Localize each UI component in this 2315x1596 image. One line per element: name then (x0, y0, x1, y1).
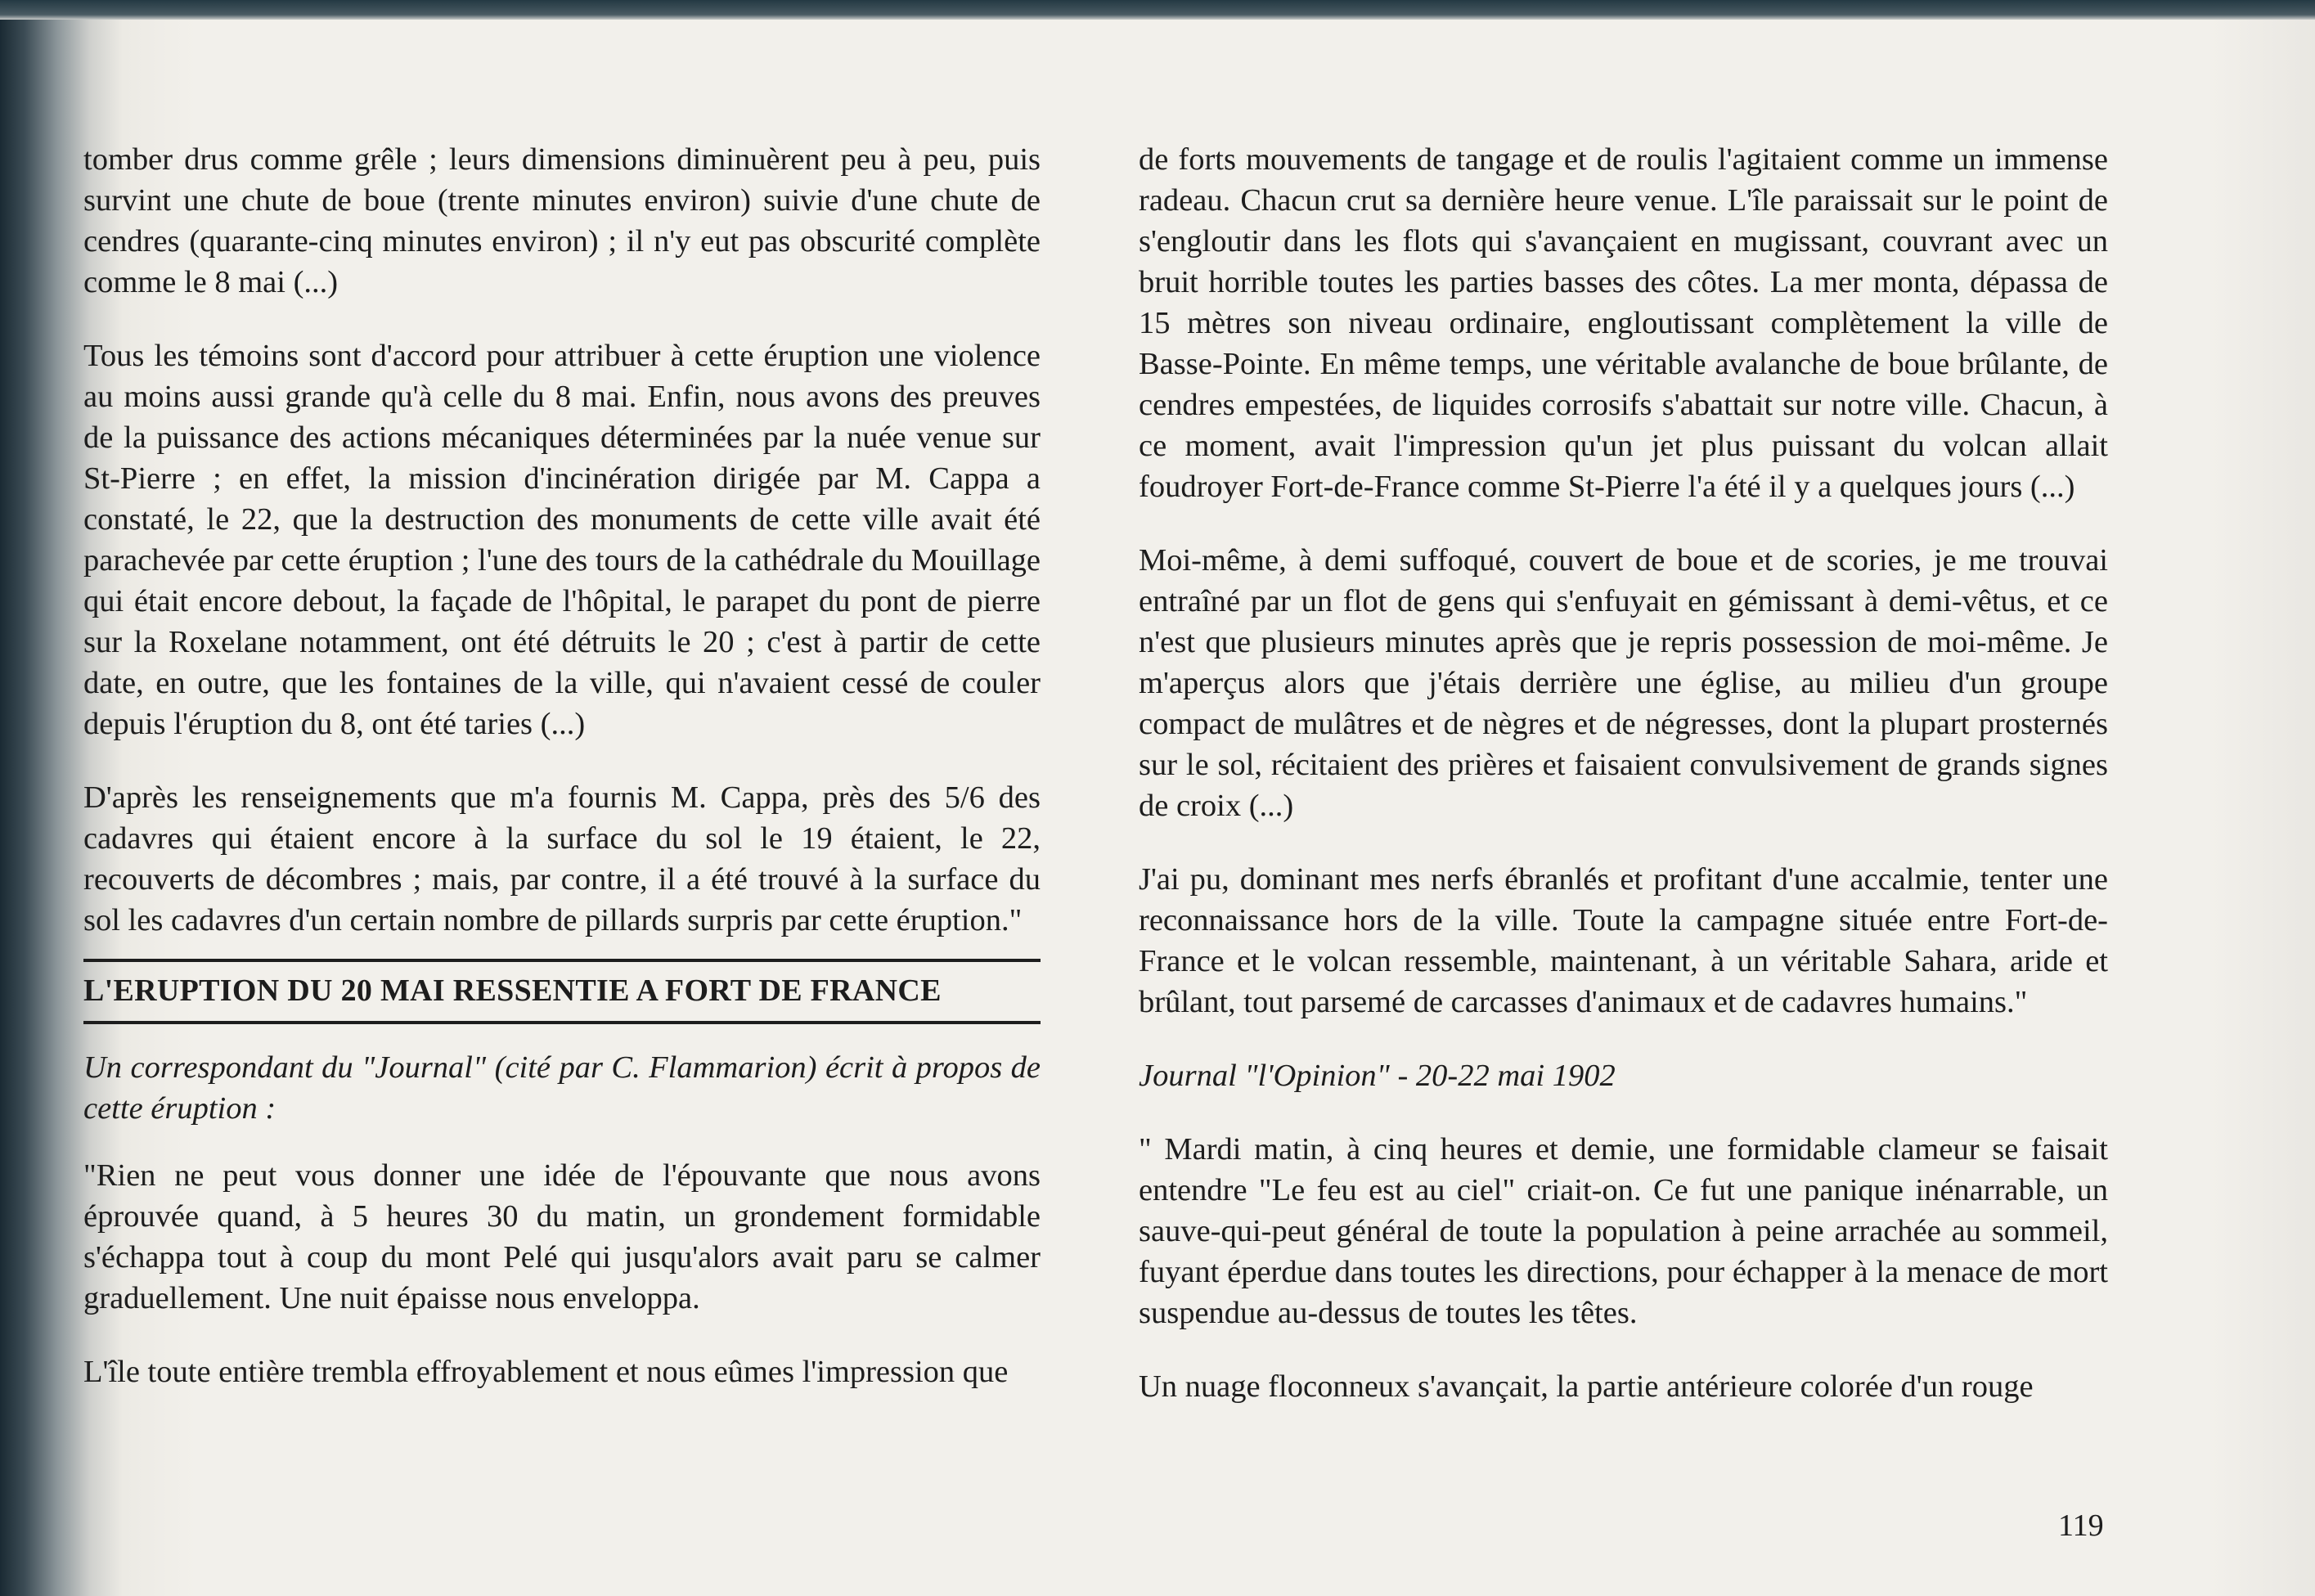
left-paragraph-4: "Rien ne peut vous donner une idée de l'épouvante que nous avons éprouvée quand, à 5 heures 30 du matin, un grondement formidable s'échappa tout à coup du mont Pelé qui jusqu'alors avait paru se calmer graduellement. Une nuit épaisse nous enveloppa. (83, 1158, 1041, 1315)
right-paragraph-5: Un nuage floconneux s'avançait, la partie antérieure colorée d'un rouge (1139, 1369, 2034, 1404)
page-number: 119 (2058, 1508, 2104, 1543)
section-heading: L'ERUPTION DU 20 MAI RESSENTIE A FORT DE FRANCE (83, 973, 942, 1008)
left-column (83, 139, 1041, 1425)
right-paragraph-1: de forts mouvements de tangage et de roulis l'agitaient comme un immense radeau. Chacun crut sa dernière heure venue. L'île paraissait sur le point de s'engloutir dans les flots qui s'avançaient en mugissant, couvrant avec un bruit horrible toutes les parties basses des côtes. La mer monta, dépassa de 15 mètres son niveau ordinaire, engloutissant complètement la ville de Basse-Pointe. En même temps, une véritable avalanche de boue brûlante, de cendres empestées, de liquides corrosifs s'abattait sur notre ville. Chacun, à ce moment, avait l'impression qu'un jet plus puissant du volcan allait foudroyer Fort-de-France comme St-Pierre l'a été il y a quelques jours (...) (1139, 142, 2108, 504)
right-paragraph-2: Moi-même, à demi suffoqué, couvert de boue et de scories, je me trouvai entraîné par un flot de gens qui s'enfuyait en gémissant à demi-vêtus, et ce n'est que plusieurs minutes après que je repris possession de moi-même. Je m'aperçus alors que j'étais derrière une église, au milieu d'un groupe compact de mulâtres et de nègres et de négresses, dont la plupart prosternés sur le sol, récitaient des prières et faisaient convulsivement de grands signes de croix (...) (1139, 543, 2108, 823)
left-paragraph-5: L'île toute entière trembla effroyablement et nous eûmes l'impression que (83, 1355, 1009, 1389)
left-paragraph-2: Tous les témoins sont d'accord pour attribuer à cette éruption une violence au moins aussi grande qu'à celle du 8 mai. Enfin, nous avons des preuves de la puissance des actions mécaniques déterminées par la nuée venue sur St-Pierre ; en effet, la mission d'incinération dirigée par M. Cappa a constaté, le 22, que la destruction des monuments de cette ville avait été parachevée par cette éruption ; l'une des tours de la cathédrale du Mouillage qui était encore debout, la façade de l'hôpital, le parapet du pont de pierre sur la Roxelane notamment, ont été détruits le 20 ; c'est à partir de cette date, en outre, que les fontaines de la ville, qui n'avaient cessé de couler depuis l'éruption du 8, ont été taries (...) (83, 339, 1041, 741)
source-italic: Journal "l'Opinion" - 20-22 mai 1902 (1139, 1059, 1616, 1093)
right-column (1139, 139, 2108, 1440)
heading-rule-bottom (83, 1021, 1041, 1024)
right-paragraph-4: " Mardi matin, à cinq heures et demie, une formidable clameur se faisait entendre "Le feu est au ciel" criait-on. Ce fut une panique inénarrable, un sauve-qui-peut général de toute la population à peine arrachée au sommeil, fuyant éperdue dans toutes les directions, pour échapper à la menace de mort suspendue au-dessus de toutes les têtes. (1139, 1132, 2108, 1330)
left-paragraph-3: D'après les renseignements que m'a fournis M. Cappa, près des 5/6 des cadavres qui étaient encore à la surface du sol le 19 étaient, le 22, recouverts de décombres ; mais, par contre, il a été trouvé à la surface du sol les cadavres d'un certain nombre de pillards surpris par cette éruption." (83, 780, 1041, 937)
left-paragraph-1: tomber drus comme grêle ; leurs dimensions diminuèrent peu à peu, puis survint une chute de boue (trente minutes environ) suivie d'une chute de cendres (quarante-cinq minutes environ) ; il n'y eut pas obscurité complète comme le 8 mai (...) (83, 142, 1041, 299)
heading-rule-top (83, 959, 1041, 962)
right-paragraph-3: J'ai pu, dominant mes nerfs ébranlés et profitant d'une accalmie, tenter une reconnaissance hors de la ville. Toute la campagne située entre Fort-de-France et le volcan ressemble, maintenant, à un véritable Sahara, aride et brûlant, tout parsemé de carcasses d'animaux et de cadavres humains." (1139, 862, 2108, 1019)
intro-italic: Un correspondant du "Journal" (cité par C. Flammarion) écrit à propos de cette éruption : (83, 1050, 1041, 1126)
page-top-edge (0, 0, 2315, 20)
